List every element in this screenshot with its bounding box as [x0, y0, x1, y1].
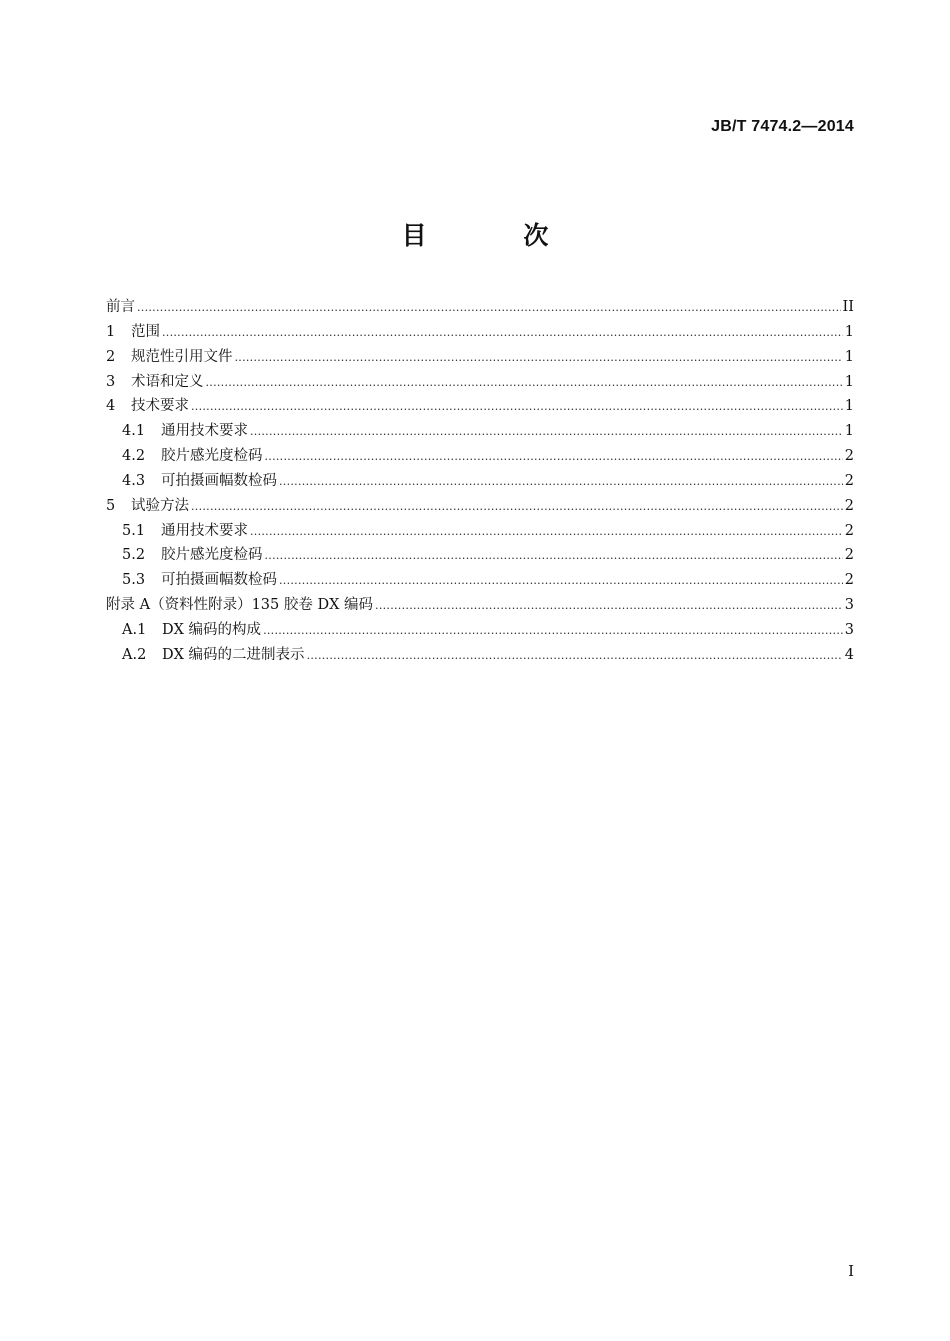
- table-of-contents: [106, 295, 854, 668]
- toc-entry-page: II: [842, 299, 854, 315]
- toc-dot-leader: [307, 644, 843, 668]
- toc-entry-5-1[interactable]: [106, 519, 854, 544]
- toc-entry-label: 规范性引用文件: [131, 348, 233, 365]
- toc-dot-leader: [375, 594, 843, 618]
- toc-dot-leader: [235, 346, 843, 370]
- toc-entry-4-3[interactable]: [106, 469, 854, 494]
- toc-dot-leader: [279, 470, 843, 494]
- toc-entry-page: 2: [844, 448, 854, 465]
- toc-entry-4-2[interactable]: [106, 444, 854, 469]
- toc-title: 目 次: [401, 221, 593, 250]
- toc-entry-label: 通用技术要求: [161, 522, 248, 539]
- toc-dot-leader: [191, 495, 843, 519]
- toc-entry-label: 前言: [106, 299, 135, 315]
- toc-dot-leader: [250, 520, 843, 544]
- toc-entry-label: 胶片感光度检码: [161, 547, 263, 564]
- toc-entry-label: 技术要求: [131, 398, 189, 415]
- toc-entry-appendix-a[interactable]: [106, 593, 854, 618]
- toc-entry-5-3[interactable]: [106, 568, 854, 593]
- toc-entry-number: 3: [106, 373, 116, 390]
- toc-dot-leader: [162, 321, 843, 345]
- toc-entry-page: 3: [844, 621, 854, 638]
- toc-entry-4-1[interactable]: [106, 419, 854, 444]
- toc-dot-leader: [279, 569, 843, 593]
- toc-entry-label: 可拍摄画幅数检码: [161, 472, 277, 489]
- toc-entry-number: A.1: [122, 621, 147, 638]
- toc-entry-page: 2: [844, 472, 854, 489]
- standard-number: JB/T 7474.2—2014: [711, 118, 854, 135]
- toc-entry-label: 胶片感光度检码: [161, 448, 263, 465]
- toc-entry-a-1[interactable]: [106, 618, 854, 643]
- toc-entry-label: 可拍摄画幅数检码: [161, 572, 277, 589]
- toc-entry-page: 1: [844, 398, 854, 415]
- toc-entry-label: DX 编码的二进制表示: [162, 646, 305, 663]
- toc-entry-page: 1: [844, 323, 854, 340]
- toc-entry-number: 4.1: [122, 423, 146, 440]
- toc-dot-leader: [263, 619, 843, 643]
- toc-entry-number: 2: [106, 348, 116, 365]
- toc-entry-label: 附录 A（资料性附录）135 胶卷 DX 编码: [106, 597, 374, 614]
- toc-dot-leader: [250, 420, 843, 444]
- toc-entry-page: 1: [844, 423, 854, 440]
- toc-entry-page: 1: [844, 373, 854, 390]
- toc-entry-number: 4: [106, 398, 116, 415]
- toc-entry-number: 1: [106, 323, 116, 340]
- toc-entry-label: 试验方法: [131, 497, 189, 514]
- toc-entry-number: 5.1: [122, 522, 146, 539]
- toc-dot-leader: [191, 395, 843, 419]
- toc-entry-1[interactable]: [106, 320, 854, 345]
- toc-entry-page: 1: [844, 348, 854, 365]
- toc-entry-label: DX 编码的构成: [162, 621, 262, 638]
- toc-entry-page: 3: [844, 597, 854, 614]
- toc-entry-number: 4.2: [122, 448, 146, 465]
- toc-entry-5[interactable]: [106, 494, 854, 519]
- toc-entry-page: 2: [844, 497, 854, 514]
- toc-entry-number: 4.3: [122, 472, 146, 489]
- toc-dot-leader: [265, 445, 843, 469]
- toc-entry-3[interactable]: [106, 370, 854, 395]
- toc-entry-4[interactable]: [106, 394, 854, 419]
- toc-dot-leader: [206, 371, 843, 395]
- toc-entry-page: 2: [844, 572, 854, 589]
- toc-dot-leader: [137, 296, 841, 320]
- toc-entry-foreword[interactable]: [106, 295, 854, 320]
- toc-entry-number: A.2: [122, 646, 147, 663]
- toc-entry-page: 2: [844, 522, 854, 539]
- toc-entry-2[interactable]: [106, 345, 854, 370]
- toc-entry-number: 5.3: [122, 572, 146, 589]
- toc-entry-label: 通用技术要求: [161, 423, 248, 440]
- toc-entry-a-2[interactable]: [106, 643, 854, 668]
- toc-entry-page: 2: [844, 547, 854, 564]
- toc-entry-number: 5.2: [122, 547, 146, 564]
- toc-entry-page: 4: [844, 646, 854, 663]
- toc-dot-leader: [265, 544, 843, 568]
- toc-entry-label: 术语和定义: [131, 373, 204, 390]
- page-number: I: [848, 1262, 854, 1280]
- toc-entry-5-2[interactable]: [106, 543, 854, 568]
- toc-entry-label: 范围: [131, 323, 160, 340]
- toc-entry-number: 5: [106, 497, 116, 514]
